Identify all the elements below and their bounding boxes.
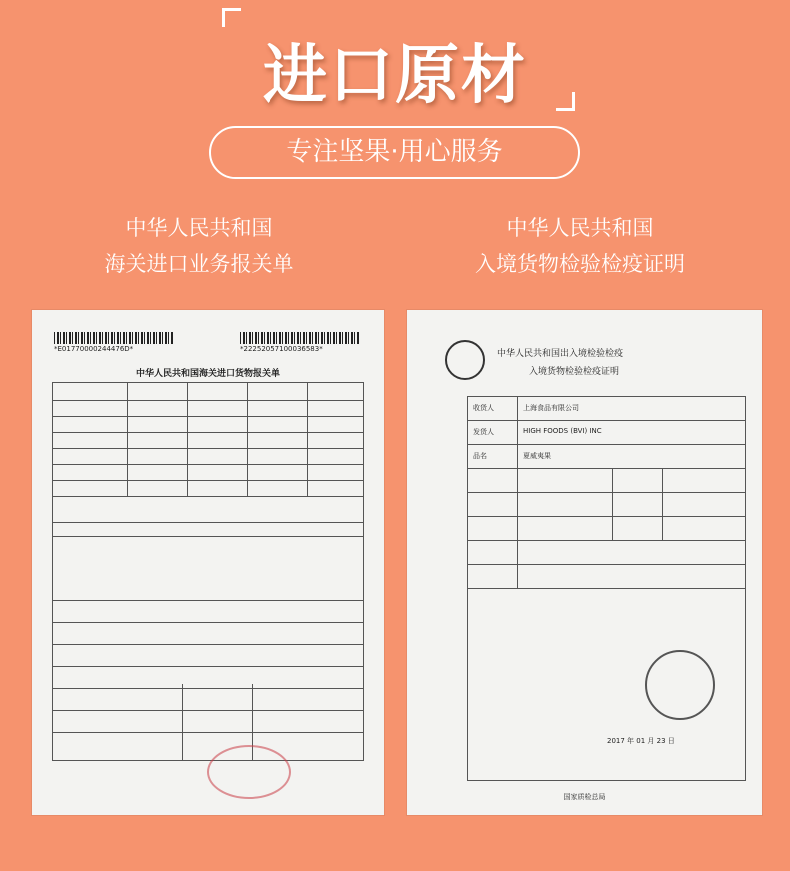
customs-doc-title: 中华人民共和国海关进口货物报关单 <box>135 369 280 379</box>
ciq-emblem-icon <box>445 340 485 380</box>
red-stamp-icon <box>207 745 291 799</box>
slogan-badge: 专注坚果·用心服务 <box>209 126 580 179</box>
left-caption-line2: 海关进口业务报关单 <box>104 252 294 276</box>
cert-title-line1: 中华人民共和国出入境检验检疫 <box>497 349 624 359</box>
product-label: 品名 <box>473 452 487 460</box>
barcode-right-icon <box>240 332 360 344</box>
consignee-value: 上海食品有限公司 <box>523 404 579 412</box>
official-seal-icon <box>645 650 715 720</box>
cert-date: 2017 年 01 月 23 日 <box>607 737 675 745</box>
right-caption <box>430 210 730 282</box>
consignee-label: 收货人 <box>473 404 494 412</box>
cert-footer: 国家质检总局 <box>563 793 606 801</box>
barcode-left-icon <box>54 332 174 344</box>
product-value: 夏威夷果 <box>523 452 551 460</box>
right-caption-line1: 中华人民共和国 <box>506 216 654 240</box>
consignor-value: HIGH FOODS (BVI) INC <box>523 427 602 435</box>
left-caption-line1: 中华人民共和国 <box>125 216 273 240</box>
customs-declaration-document <box>32 310 384 815</box>
inspection-certificate-document <box>407 310 762 815</box>
left-caption <box>49 210 349 282</box>
right-caption-line2: 入境货物检验检疫证明 <box>475 252 685 276</box>
barcode-left-text: *E01770000244476D* <box>54 345 134 353</box>
cert-title-line2: 入境货物检验检疫证明 <box>529 367 620 377</box>
page-title: 进口原材 <box>263 39 527 113</box>
barcode-right-text: *22252057100036583* <box>240 345 323 353</box>
consignor-label: 发货人 <box>473 428 494 436</box>
